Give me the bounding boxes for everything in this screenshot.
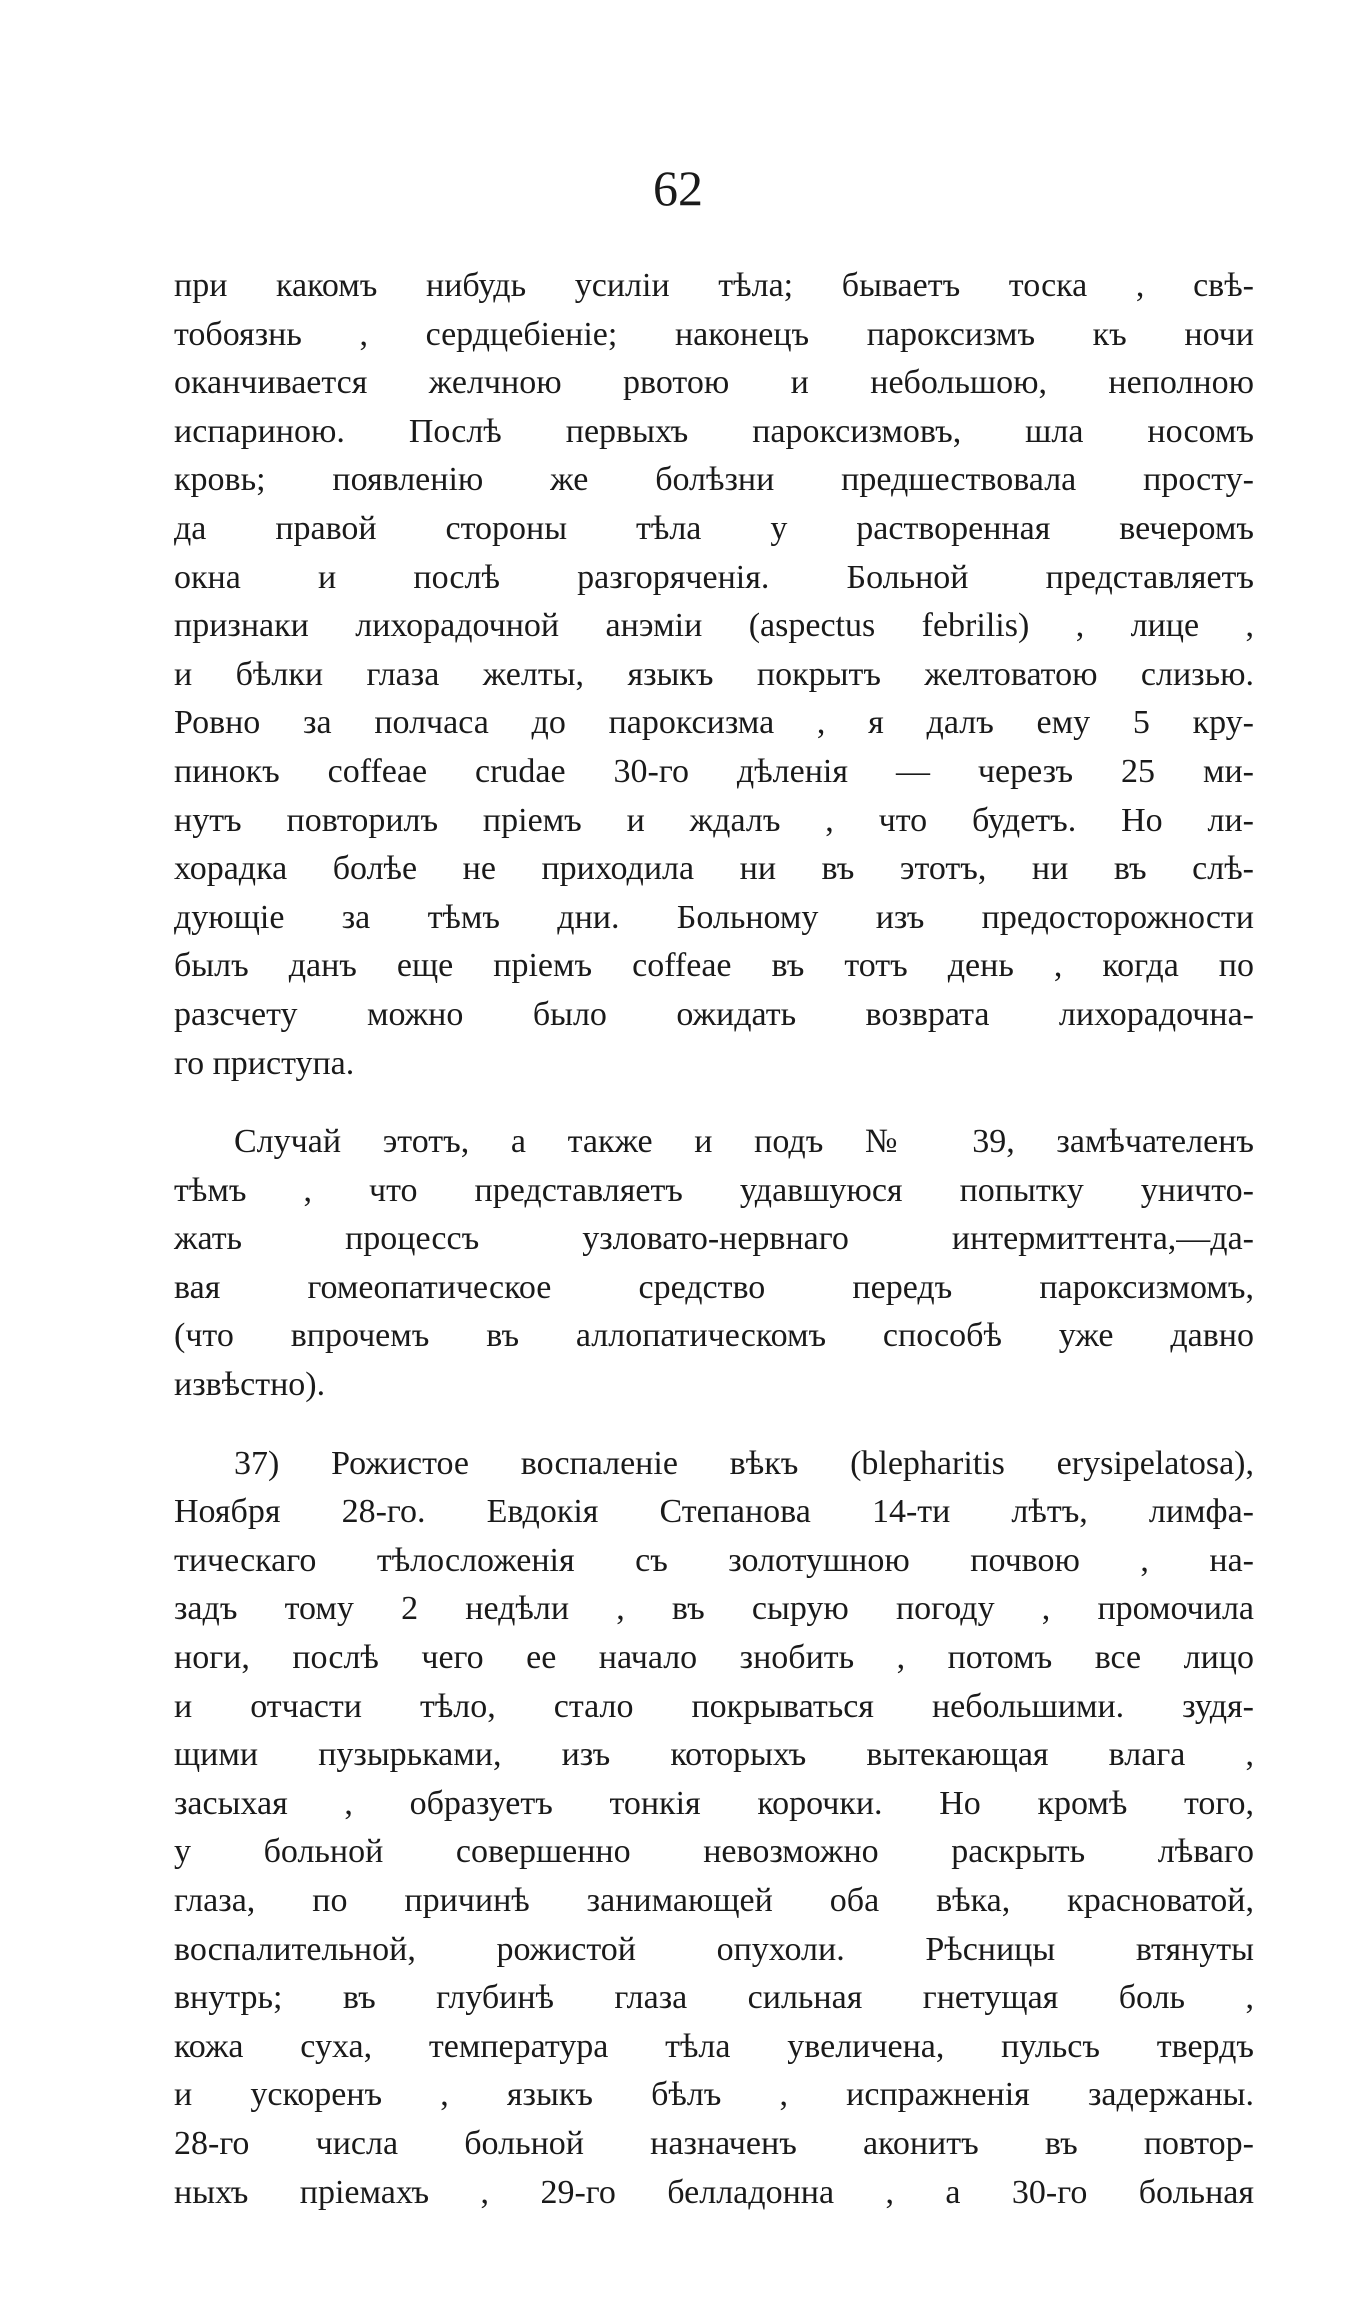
paragraph-spacer <box>174 1410 1254 1440</box>
paragraph-1 <box>174 262 1254 1088</box>
body-text <box>174 262 1254 2217</box>
text-line: воспалительной, рожистой опухоли. Рѣсницы втянуты <box>174 1930 1254 1968</box>
text-line: пинокъ coffeae crudae 30-го дѣленія — черезъ 25 ми- <box>174 752 1254 790</box>
page-number: 62 <box>653 160 703 216</box>
text-line: глаза, по причинѣ занимающей оба вѣка, красноватой, <box>174 1882 1254 1919</box>
text-line: 28-го числа больной назначенъ аконитъ въ повтор- <box>174 2124 1254 2162</box>
text-line: хорадка болѣе не приходила ни въ этотъ, ни въ слѣ- <box>174 850 1254 888</box>
text-line: да правой стороны тѣла у растворенная вечеромъ <box>174 509 1254 547</box>
text-line: и отчасти тѣло, стало покрываться небольшими. зудя- <box>174 1687 1254 1725</box>
text-line: щими пузырьками, изъ которыхъ вытекающая влага , <box>174 1736 1254 1774</box>
text-line: былъ данъ еще пріемъ coffeae въ тотъ день , когда по <box>174 947 1254 985</box>
paragraph-2 <box>174 1118 1254 1410</box>
text-line: оканчивается желчною рвотою и небольшою, неполною <box>174 364 1254 402</box>
text-line: вая гомеопатическое средство передъ пароксизмомъ, <box>174 1268 1254 1306</box>
text-line: (что впрочемъ въ аллопатическомъ способѣ уже давно <box>174 1317 1254 1355</box>
text-line: жать процессъ узловато-нервнаго интермиттента,—да- <box>174 1220 1254 1258</box>
text-line: тическаго тѣлосложенія съ золотушною почвою , на- <box>174 1541 1254 1579</box>
text-line: внутрь; въ глубинѣ глаза сильная гнетущая боль , <box>174 1979 1254 2017</box>
text-line: ноги, послѣ чего ее начало знобить , потомъ все лицо <box>174 1639 1254 1677</box>
text-line: и ускоренъ , языкъ бѣлъ , испражненія задержаны. <box>174 2076 1254 2114</box>
text-line: тѣмъ , что представляетъ удавшуюся попытку уничто- <box>174 1171 1254 1209</box>
text-line: го приступа. <box>174 1044 355 1082</box>
text-line: извѣстно). <box>174 1366 326 1404</box>
text-line: испариною. Послѣ первыхъ пароксизмовъ, шла носомъ <box>174 412 1254 450</box>
text-line: дующіе за тѣмъ дни. Больному изъ предосторожности <box>174 898 1254 936</box>
text-line: засыхая , образуетъ тонкія корочки. Но кромѣ того, <box>174 1784 1254 1822</box>
paragraph-spacer <box>174 1088 1254 1118</box>
text-line: 37) Рожистое воспаленіе вѣкъ (blepharitis erysipelatosa), <box>234 1444 1254 1482</box>
paragraph-3 <box>174 1440 1254 2218</box>
text-line: кожа суха, температура тѣла увеличена, пульсъ твердъ <box>174 2027 1254 2065</box>
text-line: признаки лихорадочной анэміи (aspectus febrilis) , лице , <box>174 607 1254 645</box>
text-line: разсчету можно было ожидать возврата лихорадочна- <box>174 995 1254 1033</box>
text-line: нутъ повторилъ пріемъ и ждалъ , что будетъ. Но ли- <box>174 801 1254 839</box>
text-line: тобоязнь , сердцебіеніе; наконецъ пароксизмъ къ ночи <box>174 315 1254 353</box>
text-line: задъ тому 2 недѣли , въ сырую погоду , промочила <box>174 1590 1254 1628</box>
text-line: кровь; появленію же болѣзни предшествовала просту- <box>174 461 1254 499</box>
text-line: Ноября 28-го. Евдокія Степанова 14-ти лѣтъ, лимфа- <box>174 1493 1254 1531</box>
text-line: ныхъ пріемахъ , 29-го белладонна , а 30-го больная <box>174 2173 1254 2211</box>
text-line: Случай этотъ, а также и подъ № 39, замѣчателенъ <box>234 1123 1254 1161</box>
text-line: и бѣлки глаза желты, языкъ покрытъ желтоватою слизью. <box>174 655 1254 693</box>
text-line: у больной совершенно невозможно раскрыть лѣваго <box>174 1833 1254 1871</box>
text-line: при какомъ нибудь усиліи тѣла; бываетъ тоска , свѣ- <box>174 267 1254 304</box>
text-line: окна и послѣ разгоряченія. Больной представляетъ <box>174 558 1254 596</box>
text-line: Ровно за полчаса до пароксизма , я далъ ему 5 кру- <box>174 704 1254 742</box>
